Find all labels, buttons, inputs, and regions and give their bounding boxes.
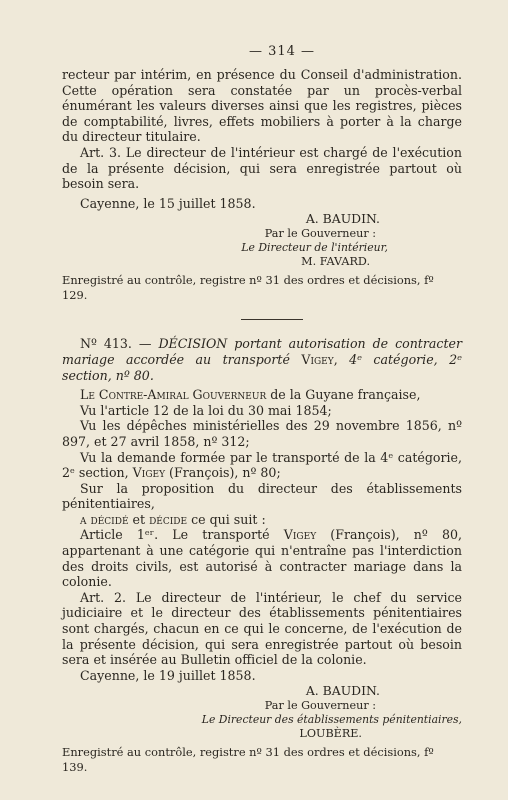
section-divider	[241, 319, 303, 320]
par-le-gouverneur-1: Par le Gouverneur :	[264, 227, 376, 241]
continuation-paragraph: recteur par intérim, en présence du Conseil d'administration. Cette opération sera constatée par un procès-verbal énumérant les valeurs diverses ainsi que les registres, pièces de comptabilité, livres, effets mobiliers à porter à la charge du directeur titulaire.	[62, 67, 462, 145]
article-1-name: Vigey	[283, 527, 317, 543]
decision-number: Nº 413. —	[80, 336, 152, 352]
a-decide-line	[62, 512, 462, 528]
article-3-paragraph: Art. 3. Le directeur de l'intérieur est chargé de l'exécution de la présente décision, qui sera enregistrée partout où besoin sera.	[62, 144, 462, 192]
a-decide-3: décide	[149, 511, 188, 527]
registre-line-1: Enregistré au contrôle, registre nº 31 des ordres et décisions, fº 129.	[62, 273, 434, 303]
article-1-a: Article 1ᵉʳ. Le transporté	[80, 527, 270, 543]
vu-1: Vu l'article 12 de la loi du 30 mai 1854;	[80, 402, 332, 418]
vu-3	[62, 450, 462, 481]
a-decide-1: a décidé	[80, 511, 129, 527]
official-title-1: Le Directeur de l'intérieur,	[241, 241, 388, 255]
official-title-2: Le Directeur des établissements pénitentiaires,	[201, 713, 462, 727]
decision-transporte-name: Vigey,	[301, 351, 338, 367]
decision-heading	[62, 336, 462, 383]
decision-categorie: 4ᵉ catégorie, 2ᵉ section, nº 80.	[62, 351, 462, 383]
contre-amiral-line	[62, 387, 462, 403]
date-line-2: Cayenne, le 19 juillet 1858.	[80, 667, 256, 683]
vu-3-a: Vu la demande formée par le transporté de la 4ᵉ catégorie, 2ᵉ section,	[62, 449, 462, 481]
contre-amiral-rest: de la Guyane française,	[270, 387, 421, 403]
par-le-gouverneur-2: Par le Gouverneur :	[264, 699, 376, 713]
sur-la-proposition: Sur la proposition du directeur des établissements pénitentiaires,	[62, 480, 462, 512]
vu-3-b: (François), nº 80;	[169, 465, 281, 481]
a-decide-4: ce qui suit :	[191, 511, 266, 527]
vu-2: Vu les dépêches ministérielles des 29 novembre 1856, nº 897, et 27 avril 1858, nº 312;	[62, 418, 462, 449]
signatory-2: A. BAUDIN.	[305, 683, 380, 699]
official-name-1: M. FAVARD.	[301, 255, 370, 269]
article-2-paragraph: Art. 2. Le directeur de l'intérieur, le chef du service judiciaire et le directeur des établissements pénitentiaires sont chargés, chacun en ce qui le concerne, de l'exécution de la présente décision, qui sera enregistrée partout où besoin sera et insérée au Bulletin officiel de la colonie.	[62, 589, 462, 668]
article-1-paragraph	[62, 527, 462, 589]
decision-title: DÉCISION portant autorisation de contracter mariage accordée au transporté	[62, 336, 462, 367]
contre-amiral-title: Le Contre-Amiral Gouverneur	[80, 387, 267, 403]
official-name-2: LOUBÈRE.	[299, 727, 362, 741]
date-line-1: Cayenne, le 15 juillet 1858.	[80, 195, 256, 211]
article-1-b: (François), nº 80, appartenant à une catégorie qui n'entraîne pas l'interdiction des droits civils, est autorisé à contracter mariage dans la colonie.	[62, 527, 462, 590]
page-number: — 314 —	[248, 44, 316, 59]
a-decide-2: et	[132, 511, 146, 527]
document-page	[62, 44, 462, 775]
vu-3-name: Vigey	[132, 465, 166, 481]
signatory-1: A. BAUDIN.	[305, 211, 380, 227]
registre-line-2: Enregistré au contrôle, registre nº 31 des ordres et décisions, fº 139.	[62, 745, 434, 775]
